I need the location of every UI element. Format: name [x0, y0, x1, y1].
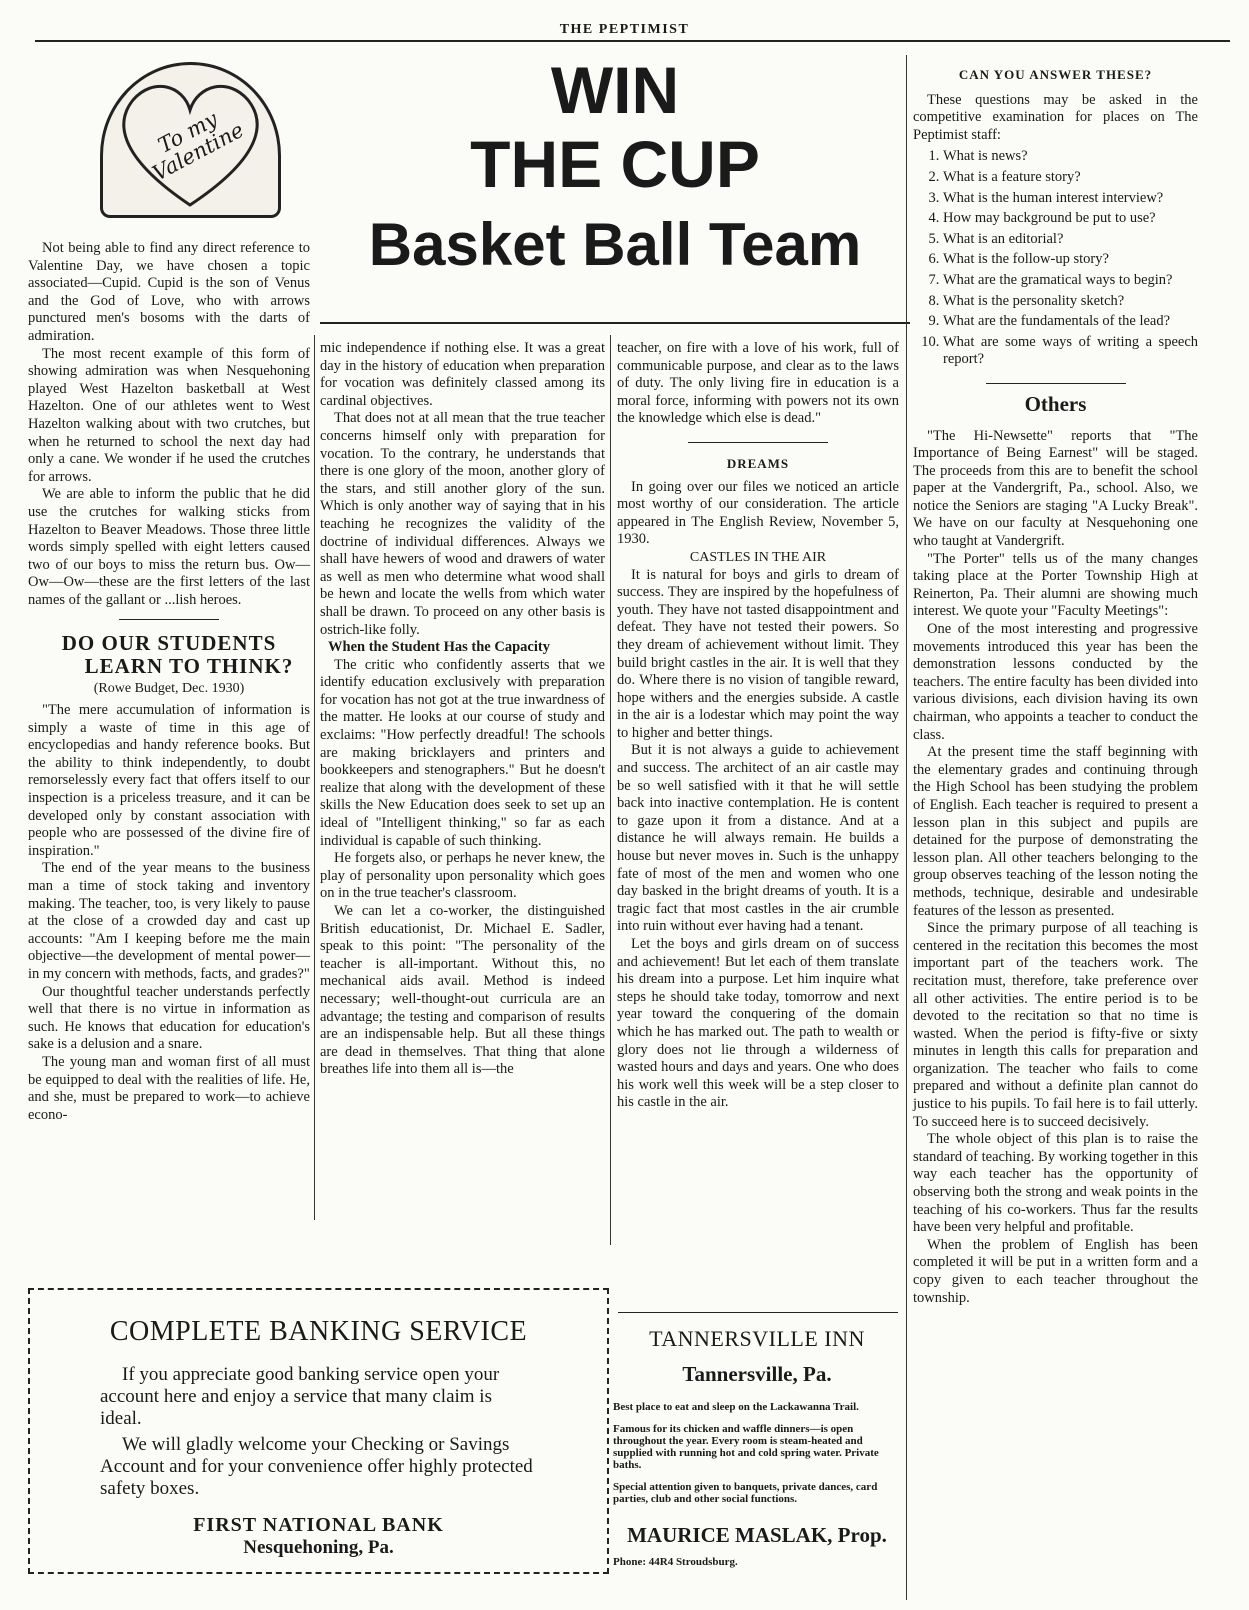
question-item: 10. What are some ways of writing a speech report? — [943, 334, 1198, 369]
dreams-paragraph: But it is not always a guide to achievement and success. The architect of an air castle may be so well satisfied with it that he will settle back into inactive contemplation. He is content to gaze upon it from a distance. And at a distance he will always remain. He builds a house but never moves in. Such is the unhappy fate of most of the men and women who one day basked in the bright dreams of youth. It is a tragic fact that most castles in the air crumble into ruin without ever having had a tenant. — [617, 742, 899, 935]
think-source: (Rowe Budget, Dec. 1930) — [93, 681, 245, 697]
divider — [119, 619, 219, 620]
bank-ad-paragraph: We will gladly welcome your Checking or Savings Account and for your convenience offer highly protected safety boxes. — [100, 1434, 533, 1499]
divider — [986, 383, 1126, 384]
think-title-line1: DO OUR STUDENTS — [61, 631, 277, 656]
inn-ad-title: TANNERSVILLE INN — [649, 1326, 865, 1351]
education-subhead: When the Student Has the Capacity — [328, 639, 550, 656]
dreams-paragraph: It is natural for boys and girls to dream of success. They are inspired by the hopefulness of youth. They have not tasted disappointment and defeat. They have not tested their powers. So they dream of achievement without limit. They build bright castles in the air. It is well that they do. Where there is no vision of tangible reward, hope withers and the energies subside. A castle in the air is a lodestar which may point the way to higher and better things. — [617, 566, 899, 741]
question-item: 4. How may background be put to use? — [943, 210, 1198, 228]
top-rule — [35, 40, 1230, 42]
inn-ad-location: Tannersville, Pa. — [682, 1362, 832, 1386]
bank-advertisement — [28, 1288, 609, 1574]
questions-intro: These questions may be asked in the competitive examination for places on The Peptimist staff: — [913, 91, 1198, 143]
others-paragraph: "The Hi-Newsette" reports that "The Importance of Being Earnest" will be staged. The proceeds from this are to benefit the school paper at the Vandergrift, Pa., school. Also, we notice the Seniors are staging "A Lucky Break". We have on our faculty at Nesquehoning one who taught at Vandergrift. — [913, 427, 1198, 550]
column-cupid — [28, 240, 310, 1124]
inn-ad-top-rule — [618, 1312, 898, 1313]
cupid-paragraph: The most recent example of this form of showing admiration was when Nesquehoning played West Hazelton basketball at West Hazelton. One of our athletes went to West Hazelton walking about with two crutches, but when he returned to school the next day had only a cane. We wonder if he used the crutches for arrows. — [28, 345, 310, 485]
headline-win: WIN — [550, 53, 680, 127]
headline-basketball-team: Basket Ball Team — [368, 211, 862, 278]
questions-list — [913, 148, 1198, 369]
headline — [320, 55, 910, 287]
others-title: Others — [1024, 391, 1087, 416]
valentine-heart-illustration — [100, 62, 281, 218]
education-paragraph: That does not at all mean that the true teacher concerns himself only with preparation for vocation. To the contrary, he understands that there is one glory of the moon, another glory of the stars, and still another glory of the sun. Which is only another way of saying that in his teaching he recognizes the validity of the doctrine of individual differences. Always we shall have hewers of wood and drawers of water as well as men who determine what wood shall be hewn and locate the wells from which water shall be drawn. To proceed on any other basis is ostrich-like folly. — [320, 410, 605, 638]
inn-ad-phone: Phone: 44R4 Stroudsburg. — [613, 1556, 738, 1568]
education-paragraph: He forgets also, or perhaps he never knew, the play of personality upon personality which goes on in the true teacher's classroom. — [320, 850, 605, 902]
others-paragraph: "The Porter" tells us of the many changes taking place at the Porter Township High at Reinerton, Pa. Their alumni are showing much interest. We quote your "Faculty Meetings": — [913, 550, 1198, 620]
inn-ad-proprietor: MAURICE MASLAK, Prop. — [627, 1523, 887, 1547]
others-paragraph: The whole object of this plan is to raise the standard of teaching. By working together in this way each teacher has the opportunity of observing both the strong and weak points in the teaching of his co-workers. Thus far the results have been very helpful and profitable. — [913, 1131, 1198, 1236]
inn-ad-paragraph: Special attention given to banquets, private dances, card parties, club and other social functions. — [613, 1481, 878, 1505]
divider — [688, 442, 828, 443]
others-paragraph: Since the primary purpose of all teaching is centered in the recitation this becomes the most important part of the teachers work. The recitation must, therefore, take preference over all other activities. The entire period is to be devoted to the recitation so that no time is wasted. When the period is fifty-five or sixty minutes in length this calls for preparation and organization. The teacher who fails to come prepared and without a definite plan cannot do justice to his pupils. To fail here is to fail utterly. To succeed here is to succeed decisively. — [913, 920, 1198, 1130]
cupid-paragraph: We are able to inform the public that he did use the crutches for walking sticks from Hazelton to Beaver Meadows. Those three little words simply spelled with eight letters caused two of our boys to miss the return bus. Ow—Ow—Ow—these are the first letters of the last names of the gallant or ...lish heroes. — [28, 486, 310, 608]
dreams-title: DREAMS — [726, 455, 790, 471]
education-paragraph: mic independence if nothing else. It was a great day in the history of education when preparation for vocation was definitely classed among its cardinal objectives. — [320, 340, 605, 409]
others-paragraph: At the present time the staff beginning with the elementary grades and continuing through the High School has been studying the problem of English. Each teacher is required to present a lesson plan in this subject and pupils are detained for the purpose of demonstrating the lesson plan. All other teachers belonging to the group observes teaching of the lesson noting the methods, technique, desirable and undesirable features of the lesson as presented. — [913, 744, 1198, 919]
question-item: 9. What are the fundamentals of the lead? — [943, 313, 1198, 331]
think-paragraph: The end of the year means to the business man a time of stock taking and inventory making. The teacher, too, is very likely to pause at the close of a crowded day and cast up accounts: "Am I keeping before me the main objective—the development of mental power—in my concern with methods, facts, and grades?" — [28, 860, 310, 982]
column-right — [913, 66, 1198, 1307]
masthead: THE PEPTIMIST — [559, 22, 690, 37]
questions-title: CAN YOU ANSWER THESE? — [958, 67, 1153, 82]
think-title-line2: LEARN TO THINK? — [84, 654, 294, 679]
bank-ad-title: COMPLETE BANKING SERVICE — [109, 1316, 528, 1347]
question-item: 1. What is news? — [943, 148, 1198, 166]
inn-advertisement — [613, 1322, 901, 1568]
column-rule — [906, 55, 907, 1600]
column-rule — [610, 335, 611, 1245]
valentine-text: To my Valentine — [148, 106, 248, 186]
cupid-paragraph: Not being able to find any direct reference to Valentine Day, we have chosen a topic associated—Cupid. Cupid is the son of Venus and the God of Love, who with arrows punctured men's bosoms with the darts of admiration. — [28, 240, 310, 344]
bank-ad-paragraph: If you appreciate good banking service open your account here and enjoy a service that many claim is ideal. — [100, 1364, 500, 1429]
castles-title: CASTLES IN THE AIR — [689, 549, 827, 565]
question-item: 2. What is a feature story? — [943, 169, 1198, 187]
dreams-paragraph: In going over our files we noticed an article most worthy of our consideration. The article appeared in The English Review, November 5, 1930. — [617, 478, 899, 548]
column-education — [320, 340, 605, 1079]
question-item: 7. What are the gramatical ways to begin? — [943, 272, 1198, 290]
inn-ad-paragraph: Best place to eat and sleep on the Lackawanna Trail. — [613, 1401, 859, 1413]
dreams-paragraph: teacher, on fire with a love of his work, full of communicable purpose, and clear as to the laws of duty. The only living fire in education is a moral force, informing with powers not its own the knowledge which else is dead." — [617, 340, 899, 427]
think-paragraph: The young man and woman first of all must be equipped to deal with the realities of life. He, and she, must be prepared to work—to achieve econo- — [28, 1053, 310, 1123]
question-item: 6. What is the follow-up story? — [943, 251, 1198, 269]
others-paragraph: When the problem of English has been completed it will be put in a written form and a copy given to each teacher throughout the township. — [913, 1236, 1198, 1306]
question-item: 5. What is an editorial? — [943, 231, 1198, 249]
think-title — [28, 632, 310, 678]
column-rule — [314, 335, 315, 1220]
question-item: 3. What is the human interest interview? — [943, 190, 1198, 208]
question-item: 8. What is the personality sketch? — [943, 293, 1198, 311]
think-paragraph: Our thoughtful teacher understands perfectly well that there is no virtue in information as such. He knows that education for education's sake is a delusion and a snare. — [28, 983, 310, 1053]
headline-the-cup: THE CUP — [470, 127, 760, 201]
dreams-paragraph: Let the boys and girls dream on of success and achievement! But let each of them translate his dream into a purpose. Let him inquire what steps he should take today, tomorrow and next year toward the conquering of the domain which he has marked out. The path to wealth or glory does not lie through a wilderness of wasted hours and days and years. One who does his work well this week will be a step closer to his castle in the air. — [617, 936, 899, 1111]
bank-ad-name: FIRST NATIONAL BANK — [193, 1514, 444, 1536]
inn-ad-paragraph: Famous for its chicken and waffle dinners—is open throughout the year. Every room is steam-heated and supplied with running hot and cold spring water. Private baths. — [613, 1423, 879, 1471]
bank-ad-location: Nesquehoning, Pa. — [243, 1537, 394, 1558]
headline-rule — [320, 322, 910, 324]
education-paragraph: The critic who confidently asserts that we identify education exclusively with preparation for vocation has not got at the true inwardness of the matter. He looks at our course of study and exclaims: "How perfectly dreadful! The schools are making bricklayers and printers and bookkeepers and stenographers." But he doesn't realize that along with the development of these skills the New Education does seek to set up an ideal of "Intelligent thinking," so far as each individual is capable of such thinking. — [320, 656, 605, 849]
think-paragraph: "The mere accumulation of information is simply a waste of time in this age of encyclopedias and handy reference books. But the ability to think independently, to doubt remorselessly every fact that offers itself to our inspection is a priceless treasure, and it can be developed only by constant association with people who are possessed of the divine fire of inspiration." — [28, 702, 310, 859]
others-paragraph: One of the most interesting and progressive movements introduced this year has been the demonstration lessons conducted by the teachers. The entire faculty has been divided into various divisions, each division having its own chairman, who appoints a teacher to conduct the class. — [913, 621, 1198, 743]
education-paragraph: We can let a co-worker, the distinguished British educationist, Dr. Michael E. Sadler, speak to this point: "The personality of the teacher is all-important. Without this, no mechanical aids avail. Method is indeed necessary; well-thought-out curricula are an advantage; the testing and comparison of results are an indispensable help. But all these things are dead in themselves. That thing that alone breathes life into them all is—the — [320, 903, 605, 1078]
column-dreams — [617, 340, 899, 1112]
